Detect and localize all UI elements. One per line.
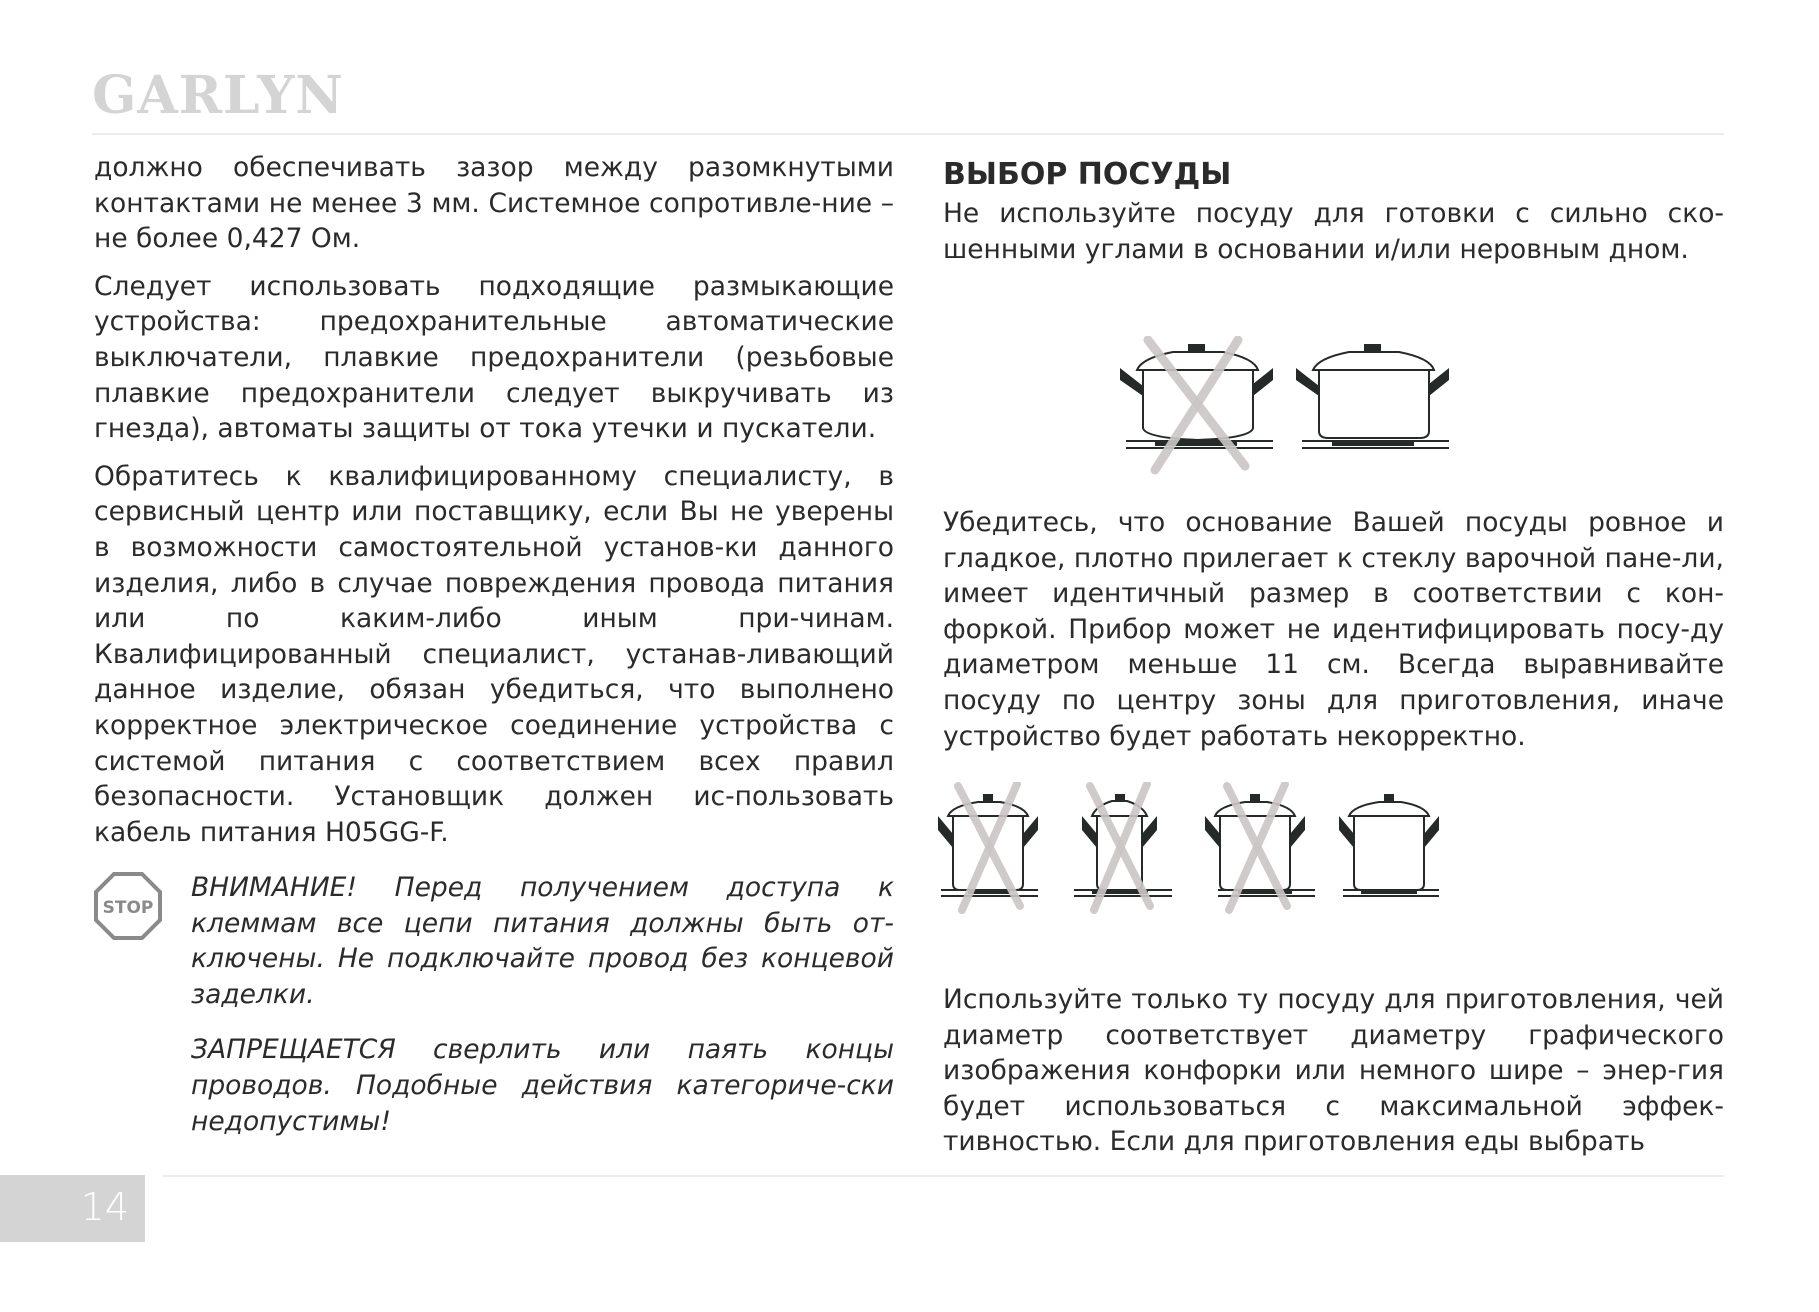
paragraph: Не используйте посуду для готовки с сильно ско-шенными углами в основании и/или неровным дном. (943, 198, 1724, 265)
warning-text (191, 870, 894, 1151)
brand-logo: GARLYN (92, 65, 344, 126)
paragraph: должно обеспечивать зазор между разомкнутыми контактами не менее 3 мм. Системное сопротивле-ние – не более 0,427 Ом. (94, 152, 894, 255)
section-heading: ВЫБОР ПОСУДЫ (943, 157, 1232, 192)
pot-correct-size-icon (1339, 794, 1439, 896)
right-paragraph-2 (943, 505, 1724, 766)
stop-sign-icon (94, 872, 162, 940)
header-divider (92, 133, 1724, 135)
left-column (94, 150, 894, 862)
pot-too-small-for-burner-icon (1074, 784, 1172, 910)
footer-divider (163, 1175, 1724, 1177)
cookware-illustration-row-1 (1118, 336, 1478, 476)
paragraph: Следует использовать подходящие размыкающие устройства: предохранительные автоматические выключатели, плавкие предохранители (резьбовые плавкие предохранители следует выкручивать из гнезда), автоматы защиты от тока утечки и пускатели. (94, 270, 894, 445)
page-number: 14 (80, 1185, 129, 1229)
warning-paragraph: ЗАПРЕЩАЕТСЯ сверлить или паять концы проводов. Подобные действия категориче-ски недопустимы! (191, 1034, 894, 1137)
warning-paragraph: ВНИМАНИЕ! Перед получением доступа к клеммам все цепи питания должны быть от-ключены. Не подключайте провод без концевой заделки. (191, 872, 894, 1010)
right-column (943, 150, 1724, 279)
paragraph: Убедитесь, что основание Вашей посуды ровное и гладкое, плотно прилегает к стеклу варочной пане-ли, имеет идентичный размер в соответствии с кон-форкой. Прибор может не идентифицировать посу-ду диаметром меньше 11 см. Всегда выравнивайте посуду по центру зоны для приготовления, иначе устройство будет работать некорректно. (943, 507, 1724, 752)
stop-sign-label: STOP (102, 898, 154, 918)
right-paragraph-3 (943, 982, 1724, 1172)
paragraph: Используйте только ту посуду для приготовления, чей диаметр соответствует диаметру графического изображения конфорки или немного шире – энер-гия будет использоваться с максимальной эффек-тивностью. Если для приготовления еды выбрать (943, 984, 1724, 1158)
pot-burner-too-small-icon (938, 784, 1038, 910)
pot-uneven-bottom-icon (1120, 340, 1273, 470)
cookware-illustration-row-2 (934, 782, 1734, 922)
page-number-box (0, 1175, 145, 1242)
pot-off-center-icon (1205, 784, 1315, 910)
paragraph: Обратитесь к квалифицированному специалисту, в сервисный центр или поставщику, если Вы не уверены в возможности самостоятельной установ-ки данного изделия, либо в случае повреждения провода питания или по каким-либо иным при-чинам. Квалифицированный специалист, устанав-ливающий данное изделие, обязан убедиться, что выполнено корректное электрическое соединение устройства с системой питания с соответствием всех правил безопасности. Установщик должен ис-пользовать кабель питания H05GG-F. (94, 460, 894, 848)
pot-flat-bottom-icon (1296, 344, 1449, 448)
